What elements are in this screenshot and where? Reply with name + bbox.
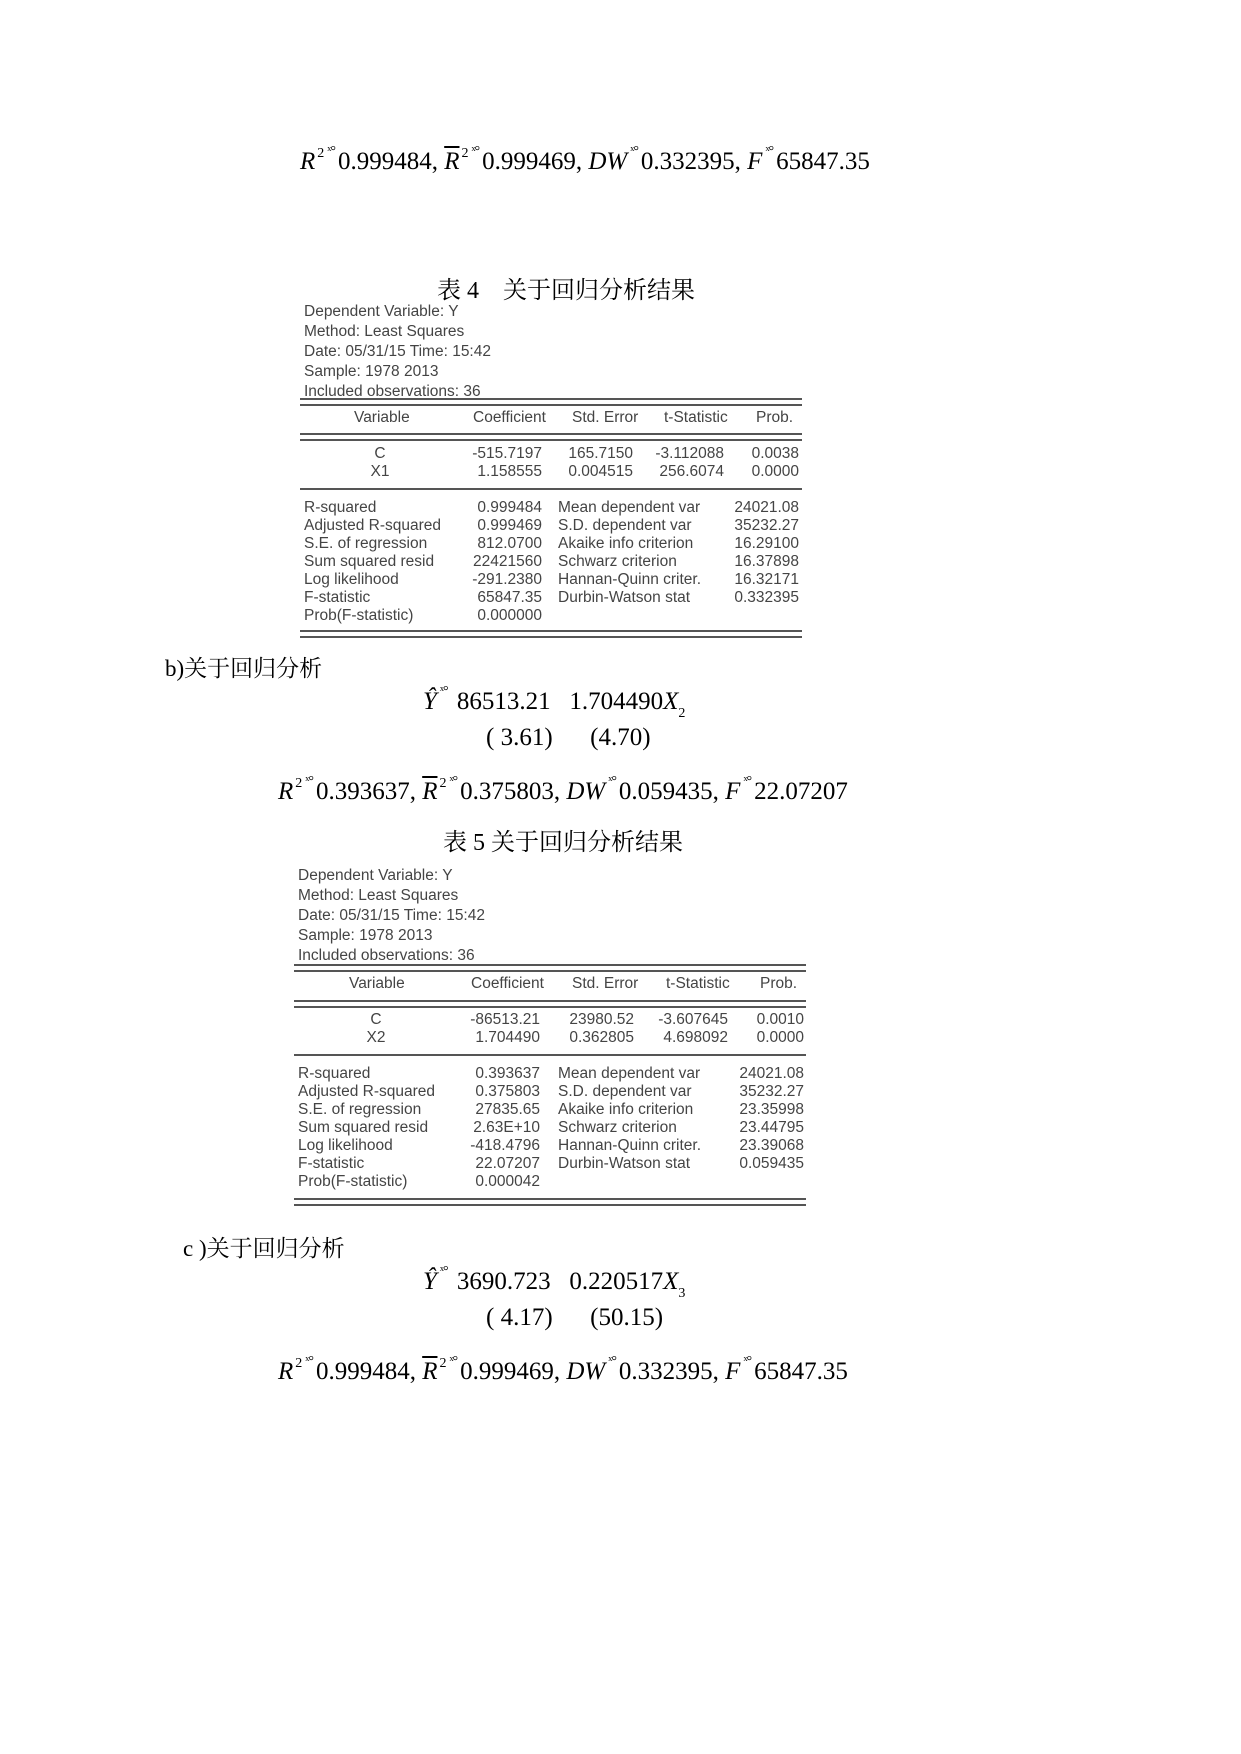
observations-line: Included observations: 36	[298, 947, 475, 964]
stat-row: Adjusted R-squared 0.999469 S.D. dependent var 35232.27	[304, 517, 799, 534]
section-b-t-values: ( 3.61) (4.70)	[486, 724, 651, 751]
col-t-statistic: t-Statistic	[666, 975, 730, 992]
rule	[294, 1198, 806, 1206]
table-row: C -515.7197 165.7150 -3.112088 0.0038	[374, 445, 799, 462]
section-b-equation: Ŷ $^{ˣ^\circ}$ 86513.21 $1.704490X_2$	[423, 684, 686, 721]
column-headers	[294, 974, 806, 994]
table5-caption: 表 5 关于回归分析结果	[443, 830, 683, 856]
rule	[300, 433, 802, 441]
sample-line: Sample: 1978 2013	[298, 927, 433, 944]
rule	[300, 630, 802, 638]
col-std-error: Std. Error	[572, 409, 639, 426]
method-line: Method: Least Squares	[304, 323, 465, 340]
rule	[294, 964, 806, 972]
dependent-variable-line: Dependent Variable: Y	[304, 303, 459, 320]
stat-row: Prob(F-statistic) 0.000042	[298, 1173, 540, 1190]
stat-row: S.E. of regression 27835.65 Akaike info criterion 23.35998	[298, 1101, 804, 1118]
date-line: Date: 05/31/15 Time: 15:42	[304, 343, 491, 360]
stat-row: F-statistic 65847.35 Durbin-Watson stat 0.332395	[304, 589, 799, 606]
table-row: C -86513.21 23980.52 -3.607645 0.0010	[370, 1011, 804, 1028]
rule	[300, 398, 802, 406]
stat-row: Sum squared resid 22421560 Schwarz criterion 16.37898	[304, 553, 799, 570]
section-c-t-values: ( 4.17) (50.15)	[486, 1304, 664, 1331]
col-variable: Variable	[354, 409, 410, 426]
col-prob: Prob.	[756, 409, 794, 426]
table4-caption: 表 4 关于回归分析结果	[437, 278, 695, 304]
section-b-stats: R $^2$ $^{ˣ^\circ}$ 0.393637, $\overline{R}$ $^2$ $^{ˣ^\circ}$ 0.375803, DW $^{ˣ^\circ}$ 0.059435, F $^{ˣ^\circ}$ 22.07207	[278, 774, 848, 805]
rule	[294, 1054, 806, 1056]
col-std-error: Std. Error	[572, 975, 639, 992]
stat-row: Sum squared resid 2.63E+10 Schwarz criterion 23.44795	[298, 1119, 804, 1136]
section-c-stats: R $^2$ $^{ˣ^\circ}$ 0.999484, $\overline{R}$ $^2$ $^{ˣ^\circ}$ 0.999469, DW $^{ˣ^\circ}$ 0.332395, F $^{ˣ^\circ}$ 65847.35	[278, 1354, 848, 1385]
column-headers	[300, 408, 802, 428]
stat-row: Log likelihood -418.4796 Hannan-Quinn criter. 23.39068	[298, 1137, 804, 1154]
table-row: X2 1.704490 0.362805 4.698092 0.0000	[366, 1029, 804, 1046]
stat-row: R-squared 0.393637 Mean dependent var 24021.08	[298, 1065, 804, 1082]
stat-row: S.E. of regression 812.0700 Akaike info criterion 16.29100	[304, 535, 799, 552]
sample-line: Sample: 1978 2013	[304, 363, 439, 380]
stat-row: F-statistic 22.07207 Durbin-Watson stat 0.059435	[298, 1155, 804, 1172]
method-line: Method: Least Squares	[298, 887, 459, 904]
stat-row: R-squared 0.999484 Mean dependent var 24021.08	[304, 499, 799, 516]
section-c-heading: c )关于回归分析	[183, 1236, 345, 1261]
section-b-heading: b)关于回归分析	[165, 656, 323, 681]
col-coefficient: Coefficient	[471, 975, 544, 992]
stat-row: Log likelihood -291.2380 Hannan-Quinn criter. 16.32171	[304, 571, 799, 588]
top-stats-equation: R $^2$ $^{ˣ^\circ}$ 0.999484, $\overline{R}$ $^2$ $^{ˣ^\circ}$ 0.999469, DW $^{ˣ^\circ}$ 0.332395, F $^{ˣ^\circ}$ 65847.35	[300, 144, 870, 175]
rule	[300, 488, 802, 490]
table4-output	[300, 302, 802, 636]
table-row: X1 1.158555 0.004515 256.6074 0.0000	[370, 463, 799, 480]
dependent-variable-line: Dependent Variable: Y	[298, 867, 453, 884]
col-t-statistic: t-Statistic	[664, 409, 728, 426]
observations-line: Included observations: 36	[304, 383, 481, 400]
date-line: Date: 05/31/15 Time: 15:42	[298, 907, 485, 924]
rule	[294, 1000, 806, 1008]
col-variable: Variable	[349, 975, 405, 992]
section-c-equation: Ŷ $^{ˣ^\circ}$ 3690.723 $0.220517X_3$	[423, 1264, 686, 1301]
col-prob: Prob.	[760, 975, 798, 992]
stat-row: Prob(F-statistic) 0.000000	[304, 607, 542, 624]
stat-row: Adjusted R-squared 0.375803 S.D. dependent var 35232.27	[298, 1083, 804, 1100]
col-coefficient: Coefficient	[473, 409, 546, 426]
table5-output	[294, 866, 806, 1206]
